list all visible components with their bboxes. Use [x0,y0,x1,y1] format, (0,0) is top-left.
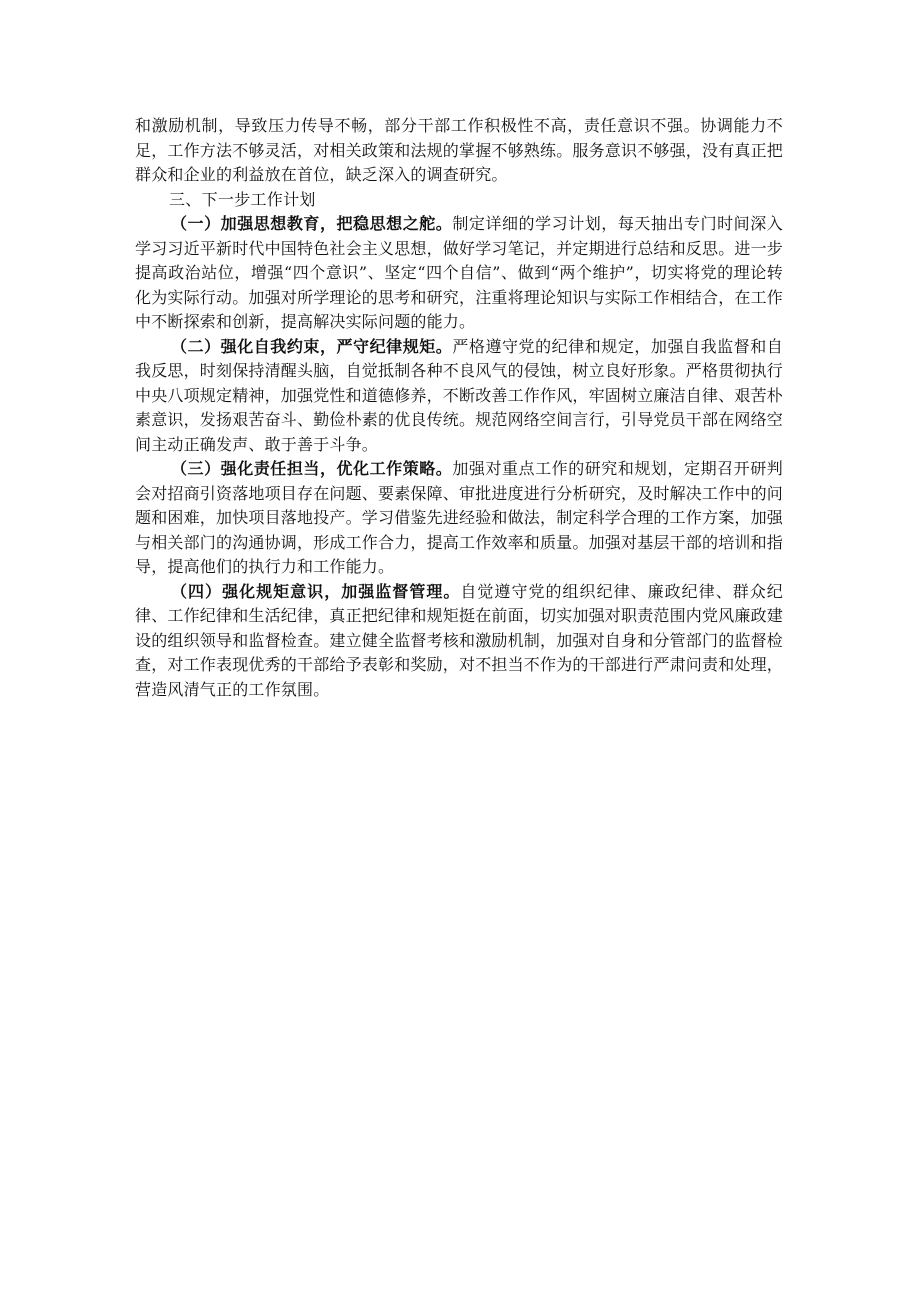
plan-item-title: （四）强化规矩意识，加强监督管理。 [171,581,461,601]
plan-item-body: 自觉遵守党的组织纪律、廉政纪律、群众纪律、工作纪律和生活纪律，真正把纪律和规矩挺在前面，切实加强对职责范围内党风廉政建设的组织领导和监督检查。建立健全监督考核和激励机制，加强对自身和分管部门的监督检查，对工作表现优秀的干部给予表彰和奖励，对不担当不作为的干部进行严肃问责和处理，营造风清气正的工作氛围。 [135,581,784,699]
plan-item-4 [135,580,783,703]
document-body [135,114,783,702]
plan-item-3 [135,457,783,580]
plan-item-body: 制定详细的学习计划，每天抽出专门时间深入学习习近平新时代中国特色社会主义思想，做好学习笔记，并定期进行总结和反思。进一步提高政治站位，增强“四个意识”、坚定“四个自信”、做到“两个维护”，切实将党的理论转化为实际行动。加强对所学理论的思考和研究，注重将理论知识与实际工作相结合，在工作中不断探索和创新，提高解决实际问题的能力。 [135,214,784,331]
plan-item-1 [135,212,783,335]
paragraph-continuation: 和激励机制，导致压力传导不畅，部分干部工作积极性不高，责任意识不强。协调能力不足，工作方法不够灵活，对相关政策和法规的掌握不够熟练。服务意识不够强，没有真正把群众和企业的利益放在首位，缺乏深入的调查研究。 [135,116,784,184]
plan-item-title: （二）强化自我约束，严守纪律规矩。 [171,336,453,356]
plan-item-title: （三）强化责任担当，优化工作策略。 [171,459,453,478]
plan-item-2 [135,335,783,458]
plan-item-body: 严格遵守党的纪律和规定，加强自我监督和自我反思，时刻保持清醒头脑，自觉抵制各种不良风气的侵蚀，树立良好形象。严格贯彻执行中央八项规定精神，加强党性和道德修养，不断改善工作作风，牢固树立廉洁自律、艰苦朴素意识，发扬艰苦奋斗、勤俭朴素的优良传统。规范网络空间言行，引导党员干部在网络空间主动正确发声、敢于善于斗争。 [135,336,784,454]
plan-item-body: 加强对重点工作的研究和规划，定期召开研判会对招商引资落地项目存在问题、要素保障、审批进度进行分析研究，及时解决工作中的问题和困难，加快项目落地投产。学习借鉴先进经验和做法，制定科学合理的工作方案，加强与相关部门的沟通协调，形成工作合力，提高工作效率和质量。加强对基层干部的培训和指导，提高他们的执行力和工作能力。 [135,459,784,576]
plan-item-title: （一）加强思想教育，把稳思想之舵。 [171,214,453,233]
section-heading: 三、下一步工作计划 [169,189,316,209]
